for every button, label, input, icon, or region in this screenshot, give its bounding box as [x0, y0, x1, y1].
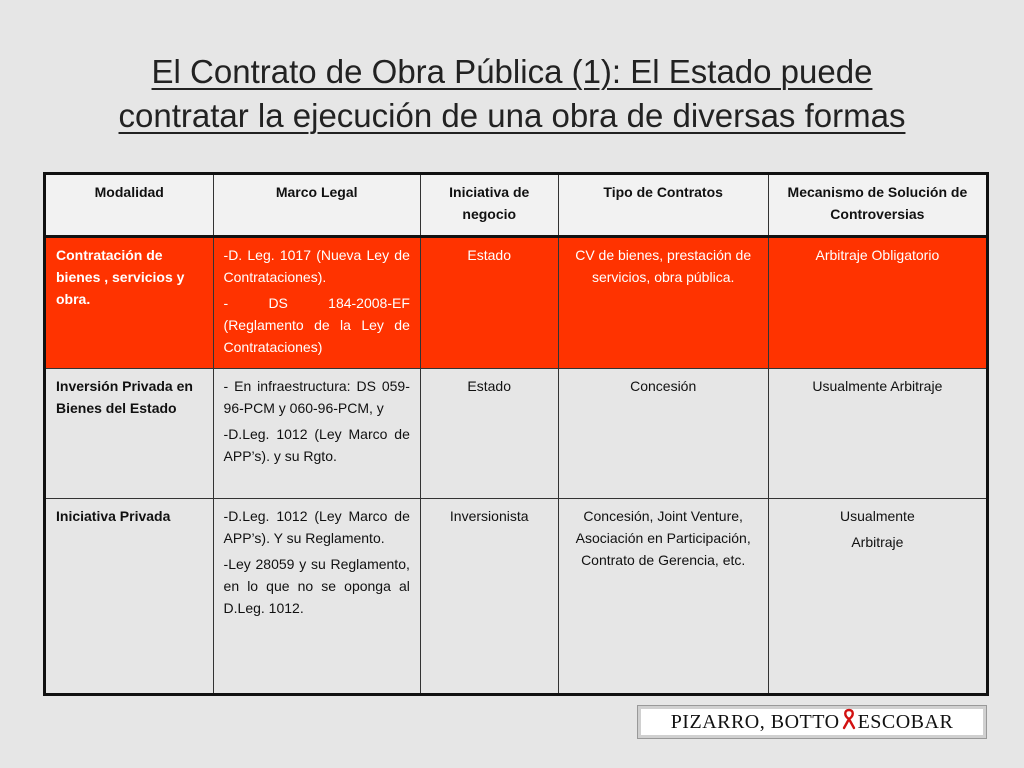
cell-tipo-contratos: CV de bienes, prestación de servicios, obra pública. [558, 237, 768, 369]
cell-marco-legal [213, 237, 420, 369]
cell-marco-legal [213, 369, 420, 499]
mecanismo-line: Arbitraje Obligatorio [815, 247, 940, 263]
red-ribbon-icon-svg [842, 708, 856, 730]
marco-item: -D.Leg. 1012 (Ley Marco de APP’s). Y su Reglamento. [223, 508, 410, 546]
header-modalidad: Modalidad [45, 174, 214, 237]
logo-text-left: PIZARRO, BOTTO [670, 710, 840, 733]
header-tipo-contratos: Tipo de Contratos [558, 174, 768, 237]
marco-item: - DS 184-2008-EF (Reglamento de la Ley de Contrataciones) [223, 295, 410, 355]
contract-modalities-table [43, 172, 989, 696]
table-header-row [45, 174, 988, 237]
marco-item: -Ley 28059 y su Reglamento, en lo que no se oponga al D.Leg. 1012. [223, 556, 410, 616]
table-row [45, 369, 988, 499]
cell-marco-legal [213, 499, 420, 695]
marco-item: -D.Leg. 1012 (Ley Marco de APP’s). y su Rgto. [223, 426, 410, 464]
header-iniciativa: Iniciativa de negocio [420, 174, 558, 237]
slide-title [40, 50, 984, 138]
marco-item: -D. Leg. 1017 (Nueva Ley de Contrataciones). [223, 247, 410, 285]
header-mecanismo: Mecanismo de Solución de Controversias [768, 174, 987, 237]
cell-mecanismo [768, 369, 987, 499]
mecanismo-line: Usualmente [840, 508, 915, 524]
table-row [45, 499, 988, 695]
firm-logo [637, 705, 987, 739]
cell-iniciativa: Inversionista [420, 499, 558, 695]
cell-mecanismo [768, 237, 987, 369]
logo-text-right: ESCOBAR [857, 710, 954, 733]
cell-modalidad: Iniciativa Privada [45, 499, 214, 695]
cell-mecanismo [768, 499, 987, 695]
title-line-1: El Contrato de Obra Pública (1): El Estado puede [151, 53, 873, 90]
cell-tipo-contratos: Concesión, Joint Venture, Asociación en Participación, Contrato de Gerencia, etc. [558, 499, 768, 695]
marco-item: - En infraestructura: DS 059-96-PCM y 060-96-PCM, y [223, 378, 410, 416]
cell-iniciativa: Estado [420, 369, 558, 499]
cell-iniciativa: Estado [420, 237, 558, 369]
header-marco-legal: Marco Legal [213, 174, 420, 237]
cell-modalidad: Contratación de bienes , servicios y obra. [45, 237, 214, 369]
title-line-2: contratar la ejecución de una obra de diversas formas [118, 97, 906, 134]
cell-modalidad: Inversión Privada en Bienes del Estado [45, 369, 214, 499]
table-row [45, 237, 988, 369]
red-ribbon-icon [842, 708, 856, 736]
mecanismo-line: Usualmente Arbitraje [812, 378, 943, 394]
cell-tipo-contratos: Concesión [558, 369, 768, 499]
mecanismo-line: Arbitraje [851, 534, 904, 550]
